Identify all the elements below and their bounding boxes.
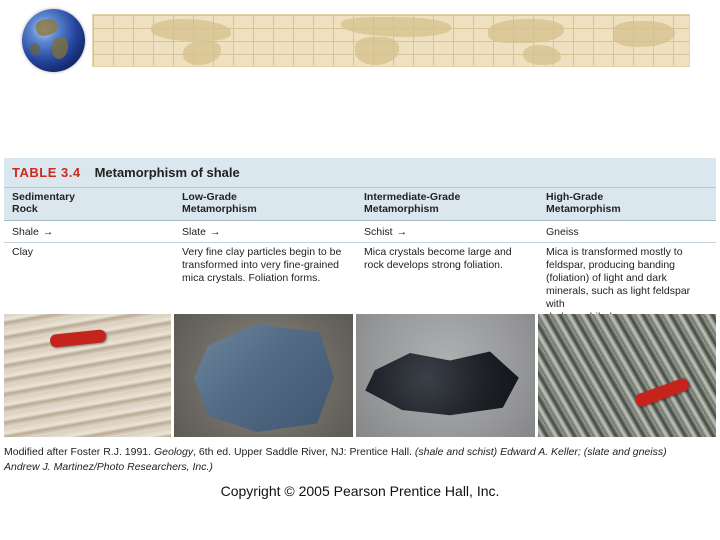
cell-shale: Shale → — [12, 226, 54, 238]
cell-gneiss: Gneiss — [546, 226, 579, 238]
desc-slate: Very fine clay particles begin to be transformed into very fine-grained mica crystals. Foliation forms. — [182, 246, 342, 284]
desc-schist: Mica crystals become large and rock develops strong foliation. — [364, 246, 512, 271]
header-low-grade: Low-Grade Metamorphism — [182, 191, 257, 215]
cell-schist: Schist → — [364, 226, 408, 238]
world-map-banner — [92, 14, 690, 67]
copyright-notice: Copyright © 2005 Pearson Prentice Hall, Inc. — [220, 483, 500, 499]
table-figure — [4, 158, 716, 437]
header-high-grade: High-Grade Metamorphism — [546, 191, 621, 215]
desc-gneiss: Mica is transformed mostly to feldspar, producing banding (foliation) of light and dark minerals, such as light feldspar with — [546, 246, 691, 310]
header-intermediate-grade: Intermediate-Grade Metamorphism — [364, 191, 461, 215]
header-sedimentary-rock: Sedimentary Rock — [12, 191, 76, 215]
schist-photo — [356, 314, 538, 437]
table-header-row — [4, 188, 716, 221]
table-number: TABLE 3.4 — [12, 165, 81, 180]
shale-photo — [4, 314, 174, 437]
globe-logo — [22, 9, 85, 72]
pocket-knife-scale — [633, 377, 690, 408]
table-title-bar — [4, 158, 716, 188]
rock-photos — [4, 314, 716, 437]
gneiss-photo — [538, 314, 716, 437]
table-row-rock-names — [4, 221, 716, 243]
cell-slate: Slate → — [182, 226, 221, 238]
table-row-descriptions — [4, 243, 716, 314]
table-title: Metamorphism of shale — [94, 165, 240, 180]
desc-shale: Clay — [12, 246, 34, 258]
pocket-knife-scale — [49, 329, 106, 348]
slate-photo — [174, 314, 356, 437]
figure-caption: Modified after Foster R.J. 1991. Geology, 6th ed. Upper Saddle River, NJ: Prentice Hall. (shale and schist) Edward A. Keller; (slate and gneiss) Andrew J. Martinez/Photo Researchers, Inc.) — [4, 446, 667, 473]
